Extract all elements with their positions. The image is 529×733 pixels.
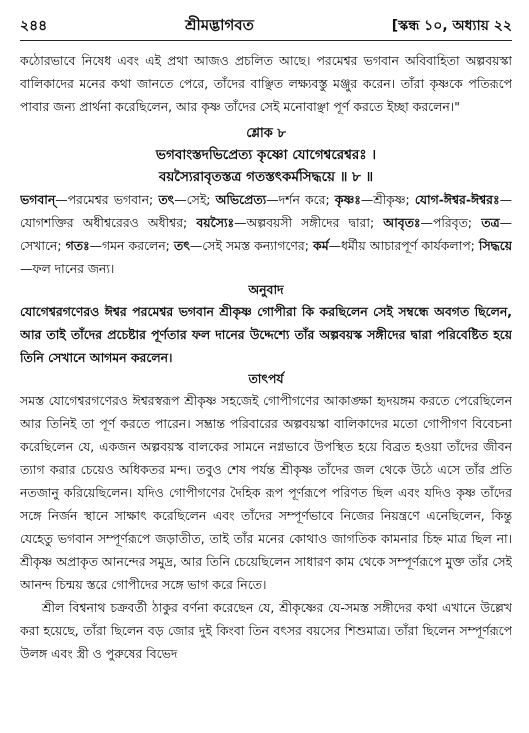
synonym-term: অভিপ্রেত্য xyxy=(215,192,267,207)
header-rule xyxy=(20,40,512,41)
purport-paragraph: শ্রীল বিশ্বনাথ চক্রবর্তী ঠাকুর বর্ণনা করেছেন যে, শ্রীকৃষ্ণের যে-সমস্ত সঙ্গীদের কথা এখানে উল্লেখ করা হয়েছে, তাঁরা ছিলেন বড় জোর দুই কিংবা তিন বৎসর বয়সের শিশুমাত্র। তাঁরা ছিলেন সম্পূর্ণরূপে উলঙ্গ এবং স্ত্রী ও পুরুষের বিভেদ xyxy=(20,600,512,661)
synonym-meaning: —যোগশক্তির অধীশ্বরেরও অধীশ্বর; xyxy=(20,192,512,230)
synonym-term: যোগ-ঈশ্বর-ঈশ্বরঃ xyxy=(414,192,500,207)
synonym-meaning: —পরমেশ্বর ভগবান; xyxy=(55,192,159,207)
synonym-meaning: —সেই সমস্ত কন্যাগণের; xyxy=(189,238,314,253)
shloka-title: শ্লোক ৮ xyxy=(246,126,286,141)
synonym-term: সিদ্ধয়ে xyxy=(478,238,512,253)
verse-line-2: বয়স্যৈরাবৃতস্তত্র গতস্তৎকর্মসিদ্ধয়ে ॥ ৮ ॥ xyxy=(158,169,374,185)
synonym-meaning: —ফল দানের জন্য। xyxy=(20,261,115,276)
purport-paragraph: সমস্ত যোগেশ্বরগণেরও ঈশ্বরস্বরূপ শ্রীকৃষ্ণ সহজেই গোপীগণের আকাঙ্ক্ষা হৃদয়ঙ্গম করতে পেরেছিলেন আর তিনিই তা পূর্ণ করতে পারেন। সম্ভ্রান্ত পরিবারের অল্পবয়স্কা বালিকাদের মতো গোপীগণ বিবেচনা করেছিলেন যে, একজন অল্পবয়স্ক বালকের সামনে নগ্নভাবে উপস্থিত হয়ে বিব্রত হওয়া তাঁদের জীবন ত্যাগ করার চেয়েও অধিকতর মন্দ। তবুও শেষ পর্যন্ত শ্রীকৃষ্ণ তাঁদের জল থেকে উঠে এসে তাঁর প্রতি নতজানু করিয়েছিলেন। যদিও গোপীগণের দৈহিক রূপ পূর্ণরূপে পরিণত ছিল এবং যদিও কৃষ্ণ তাঁদের সঙ্গে নির্জন স্থানে সাক্ষাৎ করেছিলেন এবং তাঁদের সম্পূর্ণভাবে নিজের নিয়ন্ত্রণে এনেছিলেন, কিন্তু যেহেতু ভগবান সম্পূর্ণরূপে জড়াতীত, তাই তাঁর মনের কোথাও জাগতিক কামনার চিহ্ন মাত্র ছিল না। শ্রীকৃষ্ণ অপ্রাকৃত আনন্দের সমুদ্র, আর তিনি চেয়েছিলেন সাধারণ কাম থেকে সম্পূর্ণরূপে মুক্ত তাঁর সেই আনন্দ চিন্ময় স্তরে গোপীদের সঙ্গে ভাগ করে নিতে। xyxy=(20,393,512,592)
translation-text: যোগেশ্বরগণেরও ঈশ্বর পরমেশ্বর ভগবান শ্রীকৃষ্ণ গোপীরা কি করছিলেন সেই সম্বন্ধে অবগত ছিলেন, আর তাই তাঁদের প্রচেষ্টার পূর্ণতার ফল দানের উদ্দেশ্যে তাঁর অল্পবয়স্ক সঙ্গীদের দ্বারা পরিবেষ্টিত হয়ে তিনি সেখানে আগমন করলেন। xyxy=(20,304,512,365)
synonym-meaning: —গমন করলেন; xyxy=(89,238,174,253)
synonym-meaning: —দর্শন করে; xyxy=(266,192,335,207)
synonym-term: তৎ xyxy=(158,192,175,207)
synonym-term: তৎ xyxy=(173,238,190,253)
synonym-term: বয়স্যৈঃ xyxy=(196,215,235,230)
intro-paragraph: কঠোরভাবে নিষেধ এবং এই প্রথা আজও প্রচলিত আছে। পরমেশ্বর ভগবান অবিবাহিতা অল্পবয়স্কা বালিকাদের মনের কথা জানতে পেরে, তাঁদের বাঞ্ছিত লক্ষ্যবস্তু মঞ্জুর করেন। তাঁরা কৃষ্ণকে পতিরূপে পাবার জন্য প্রার্থনা করেছিলেন, আর কৃষ্ণ তাঁদের সেই মনোবাঞ্ছা পূর্ণ করতে ইচ্ছা করলেন।" xyxy=(20,53,512,114)
synonym-term: আবৃতঃ xyxy=(383,215,421,230)
synonym-term: কর্ম xyxy=(313,238,329,253)
synonym-meaning: —পরিবৃত; xyxy=(420,215,482,230)
synonym-term: গতঃ xyxy=(65,238,90,253)
synonym-meaning: —অল্পবয়সী সঙ্গীদের দ্বারা; xyxy=(234,215,384,230)
translation-heading: অনুবাদ xyxy=(248,282,284,297)
section-reference: [স্কন্ধ ১০, অধ্যায় ২২ xyxy=(391,18,512,34)
synonym-term: ভগবান্ xyxy=(20,192,56,207)
synonyms xyxy=(20,188,512,280)
verse-line-1: ভগবাংস্তদভিপ্রেত্য কৃষ্ণো যোগেশ্বরেশ্বরঃ । xyxy=(155,147,377,163)
synonym-meaning: —সেখানে; xyxy=(20,215,512,253)
book-title: শ্রীমদ্ভাগবত xyxy=(185,16,254,34)
synonym-term: কৃষ্ণঃ xyxy=(334,192,361,207)
purport-heading: তাৎপর্য xyxy=(248,371,284,386)
page-header xyxy=(20,14,512,38)
synonym-term: তত্র xyxy=(481,215,500,230)
page-number: ২৪৪ xyxy=(20,18,48,34)
book-page xyxy=(20,14,512,719)
synonym-meaning: —ধর্মীয় আচারপূর্ণ কার্যকলাপ; xyxy=(328,238,479,253)
synonym-meaning: —সেই; xyxy=(174,192,216,207)
synonym-meaning: —শ্রীকৃষ্ণ; xyxy=(360,192,415,207)
